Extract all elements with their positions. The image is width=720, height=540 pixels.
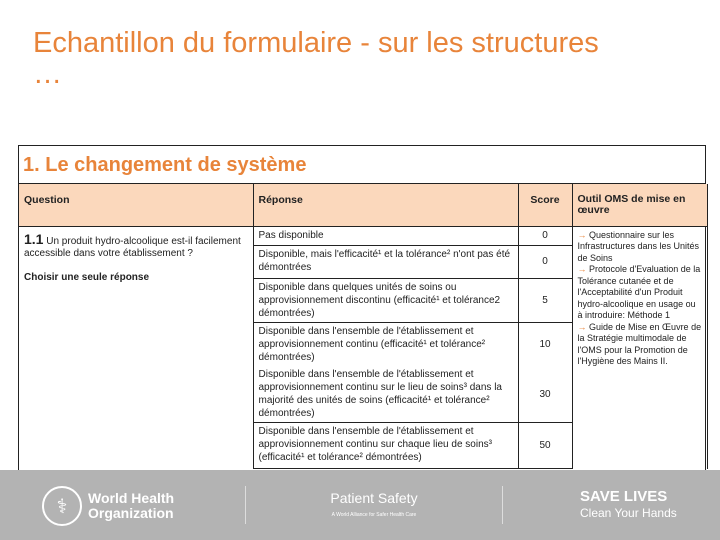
form-sample [18, 145, 706, 475]
header-response: Réponse [253, 184, 518, 226]
form-table [19, 184, 708, 469]
answer-text: Pas disponible [253, 226, 518, 245]
header-tool: Outil OMS de mise en œuvre [572, 184, 707, 226]
tool-item: Guide de Mise en Œuvre de la Stratégie multimodale de l'OMS pour la Promotion de l'Hygiène des Mains II. [577, 321, 702, 366]
divider [245, 486, 246, 524]
tool-cell [572, 226, 707, 469]
answer-score: 50 [518, 423, 572, 469]
patient-safety-logo [300, 490, 448, 518]
answer-text: Disponible dans quelques unités de soins ou approvisionnement discontinu (efficacité¹ et tolérance2 démontrées) [253, 278, 518, 322]
answer-score: 30 [518, 366, 572, 423]
answer-text: Disponible dans l'ensemble de l'établissement et approvisionnement continu sur le lieu de soins³ dans la majorité des unités de soins (efficacité¹ et tolérance² démontrées) [253, 366, 518, 423]
answer-score: 0 [518, 226, 572, 245]
answer-score: 5 [518, 278, 572, 322]
arrow-icon: → [577, 229, 587, 240]
save-lives-subtitle: Clean Your Hands [580, 506, 677, 520]
tool-item: Questionnaire sur les Infrastructures dans les Unités de Soins [577, 229, 700, 263]
arrow-icon: → [577, 321, 587, 332]
table-row [19, 226, 707, 245]
question-number: 1.1 [24, 230, 44, 247]
patient-safety-subtitle: A World Alliance for Safer Health Care [331, 512, 417, 518]
divider [502, 486, 503, 524]
section-title: 1. Le changement de système [19, 146, 705, 184]
slide-title: Echantillon du formulaire - sur les structures … [33, 27, 599, 90]
who-name-line1: World Health [88, 490, 175, 506]
tool-item: Protocole d'Evaluation de la Tolérance cutanée et de l'Acceptabilité d'un Produit hydro-alcoolique en usage ou à introduire: Méthode 1 [577, 264, 701, 320]
save-lives-logo [580, 488, 677, 521]
question-text: Un produit hydro-alcoolique est-il facilement accessible dans votre établissement ? [24, 235, 241, 259]
answer-score: 10 [518, 322, 572, 366]
header-score: Score [518, 184, 572, 226]
answer-text: Disponible dans l'ensemble de l'établissement et approvisionnement continu sur chaque lieu de soins³ (efficacité¹ et tolérance² démontrées) [253, 423, 518, 469]
question-cell [19, 226, 253, 469]
arrow-icon: → [577, 264, 587, 274]
question-instruction: Choisir une seule réponse [24, 271, 150, 283]
save-lives-title: SAVE LIVES [580, 488, 668, 505]
who-name-line2: Organization [88, 505, 174, 521]
answer-score: 0 [518, 245, 572, 278]
header-row [19, 184, 707, 226]
who-logo [42, 486, 174, 526]
footer-banner [0, 470, 720, 540]
answer-text: Disponible dans l'ensemble de l'établissement et approvisionnement continu (efficacité¹ et tolérance² démontrées) [253, 322, 518, 366]
patient-safety-title: Patient Safety [330, 490, 418, 506]
answer-text: Disponible, mais l'efficacité¹ et la tolérance² n'ont pas été démontrées [253, 245, 518, 278]
header-question: Question [19, 184, 253, 226]
who-emblem-icon: ⚕ [42, 486, 82, 526]
